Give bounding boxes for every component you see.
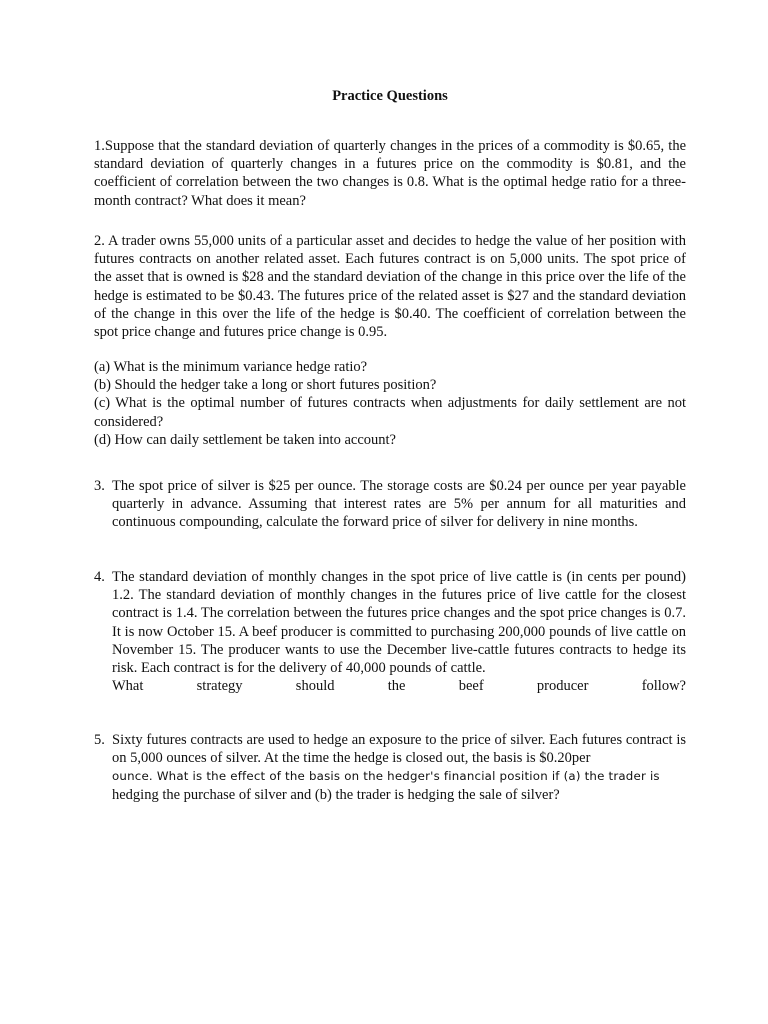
- question-2-subparts: [94, 358, 686, 449]
- question-5-last-line: hedging the purchase of silver and (b) the trader is hedging the sale of silver?: [112, 786, 560, 803]
- question-3: The spot price of silver is $25 per ounce. The storage costs are $0.24 per ounce per year payable quarterly in advance. Assuming that interest rates are 5% per annum for all maturities and continuous compounding, calculate the forward price of silver for delivery in nine months.: [112, 478, 686, 531]
- question-5-sans-line: ounce. What is the effect of the basis on the hedger's financial position if (a) the trader is: [112, 769, 660, 784]
- page-title: Practice Questions: [332, 88, 448, 104]
- question-4-text: The standard deviation of monthly changes in the spot price of live cattle is (in cents per pound) 1.2. The standard deviation of monthly changes in the futures price of live cattle for the closest contract is 1.4. The correlation between the futures price changes and the spot price changes is 0.7. It is now October 15. A beef producer is committed to purchasing 200,000 pounds of live cattle on November 15. The producer wants to use the December live-cattle futures contracts to hedge its risk. Each contract is for the delivery of 40,000 pounds of cattle.: [112, 569, 686, 677]
- question-2-part-d: (d) How can daily settlement be taken into account?: [94, 431, 396, 448]
- question-4-number: 4.: [94, 569, 105, 585]
- question-2-part-c: (c) What is the optimal number of futures contracts when adjustments for daily settlement are not considered?: [94, 395, 686, 430]
- question-5: [112, 731, 686, 804]
- question-4: [112, 568, 686, 695]
- question-2-part-b: (b) Should the hedger take a long or short futures position?: [94, 377, 437, 394]
- question-5-text: Sixty futures contracts are used to hedge an exposure to the price of silver. Each futures contract is on 5,000 ounces of silver. At the time the hedge is closed out, the basis is $0.20per: [112, 732, 686, 767]
- question-4-last-line: What strategy should the beef producer follow?: [112, 678, 686, 695]
- question-5-number: 5.: [94, 732, 105, 748]
- question-3-number: 3.: [94, 478, 105, 494]
- question-1: 1.Suppose that the standard deviation of quarterly changes in the prices of a commodity is $0.65, the standard deviation of quarterly changes in a futures price on the commodity is $0.81, and the coefficient of correlation between the two changes is 0.8. What is the optimal hedge ratio for a three-month contract? What does it mean?: [94, 138, 686, 209]
- question-2: 2. A trader owns 55,000 units of a particular asset and decides to hedge the value of her position with futures contracts on another related asset. Each futures contract is on 5,000 units. The spot price of the asset that is owned is $28 and the standard deviation of the change in this price over the life of the hedge is estimated to be $0.43. The futures price of the related asset is $27 and the standard deviation of the change in this over the life of the hedge is $0.40. The coefficient of correlation between the spot price change and futures price change is 0.95.: [94, 233, 686, 341]
- question-2-part-a: (a) What is the minimum variance hedge ratio?: [94, 359, 368, 375]
